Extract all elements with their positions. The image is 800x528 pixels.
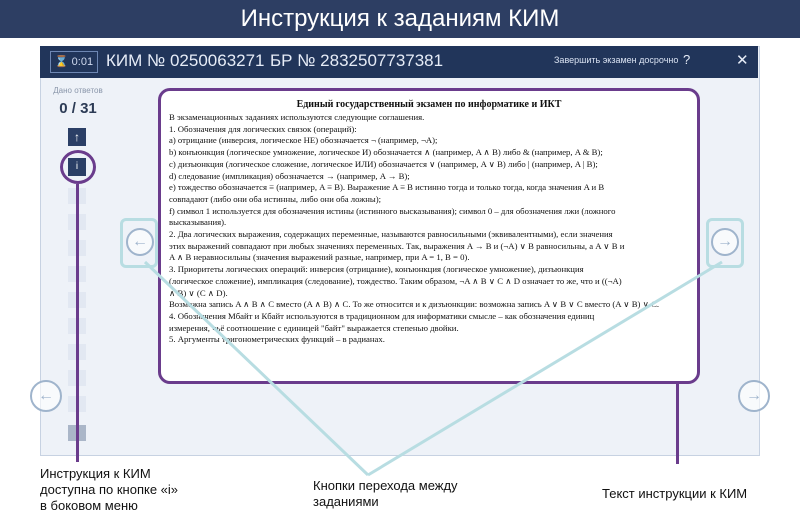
caption-instruction-text: Текст инструкции к КИМ [602, 486, 748, 501]
kim-number: КИМ № 0250063271 [106, 51, 265, 70]
arrow-left-icon: ← [38, 387, 54, 404]
arrow-left-icon: ← [132, 233, 148, 250]
instruction-line: ∧ B) ∨ (C ∧ D). [169, 287, 228, 298]
page-title: Инструкция к заданиям КИМ [0, 0, 800, 38]
instruction-line: A ∧ B неравносильны (значения выражений разные, например, при A = 1, B = 0). [169, 252, 470, 263]
instruction-line: высказывания). [169, 217, 227, 228]
instruction-line: 2. Два логических выражения, содержащих переменные, называются равносильными (эквивалентными), если значения [169, 229, 613, 240]
instruction-line: e) тождество обозначается ≡ (например, A ≡ B). Выражение A ≡ B истинно тогда и только тогда, когда значения A и B [169, 182, 605, 193]
arrow-right-icon: → [746, 387, 762, 404]
callout-line [145, 262, 368, 475]
info-icon: i [75, 161, 79, 172]
hourglass-icon: ⌛ [54, 56, 69, 68]
timer: ⌛ 0:01 [50, 51, 98, 73]
arrow-up-icon: ↑ [74, 130, 80, 144]
instruction-line: f) символ 1 используется для обозначения истины (истинного высказывания); символ 0 – для обозначения лжи (ложного [169, 205, 616, 216]
instruction-line: a) отрицание (инверсия, логическое НЕ) обозначается ¬ (например, ¬A); [169, 135, 438, 146]
caption-navigation-buttons: Кнопки перехода между заданиями [313, 478, 458, 509]
instruction-line: Возможна запись A ∧ B ∧ C вместо (A ∧ B) ∧ C. То же относится и к дизъюнкции: возможна запись A ∨ B ∨ C вместо (A ∨ B) ∨ C. [169, 299, 660, 310]
help-button[interactable]: ? [683, 52, 691, 67]
instruction-line: b) конъюнкция (логическое умножение, логическое И) обозначается ∧ (например, A ∧ B) либо & (например, A & B); [169, 147, 603, 158]
instruction-line: 4. Обозначения Мбайт и Кбайт используются в традиционном для информатики смысле – как обозначения единиц [169, 310, 595, 321]
instruction-line: измерения, чьё соотношение с единицей "байт" выражается степенью двойки. [169, 322, 459, 333]
instruction-line: этих выражений совпадают при любых значениях переменных. Так, выражения A → B и (¬A) ∨ B равносильны, а A ∨ B и [169, 240, 625, 251]
caption-instruction-button: Инструкция к КИМ доступна по кнопке «i» в боковом меню [40, 466, 179, 513]
instruction-line: 1. Обозначения для логических связок (операций): [169, 123, 357, 134]
instruction-line: В экзаменационных заданиях используются следующие соглашения. [169, 112, 425, 122]
finish-exam-button[interactable]: Завершить экзамен досрочно [554, 55, 679, 65]
close-button[interactable]: ✕ [736, 52, 749, 69]
instruction-line: совпадают (либо они оба истинны, либо они оба ложны); [169, 193, 382, 204]
arrow-right-icon: → [717, 233, 733, 250]
instruction-line: (логическое сложение), импликация (следование), тождество. Таким образом, ¬A ∧ B ∨ C ∧ D означает то же, что и ((¬A) [169, 275, 622, 286]
instruction-line: 3. Приоритеты логических операций: инверсия (отрицание), конъюнкция (логическое умножение), дизъюнкция [169, 264, 584, 275]
instruction-line: c) дизъюнкция (логическое сложение, логическое ИЛИ) обозначается ∨ (например, A ∨ B) либо | (например, A | B); [169, 158, 598, 169]
callout-line [368, 262, 722, 475]
answer-count: 0 / 31 [59, 100, 97, 117]
br-number: БР № 2832507737381 [270, 51, 444, 70]
instruction-line: 5. Аргументы тригонометрических функций – в радианах. [169, 334, 385, 345]
instruction-line: d) следование (импликация) обозначается → (например, A → B); [169, 170, 410, 181]
answered-label: Дано ответов [53, 86, 103, 95]
instruction-title: Единый государственный экзамен по информатике и ИКТ [296, 99, 562, 110]
